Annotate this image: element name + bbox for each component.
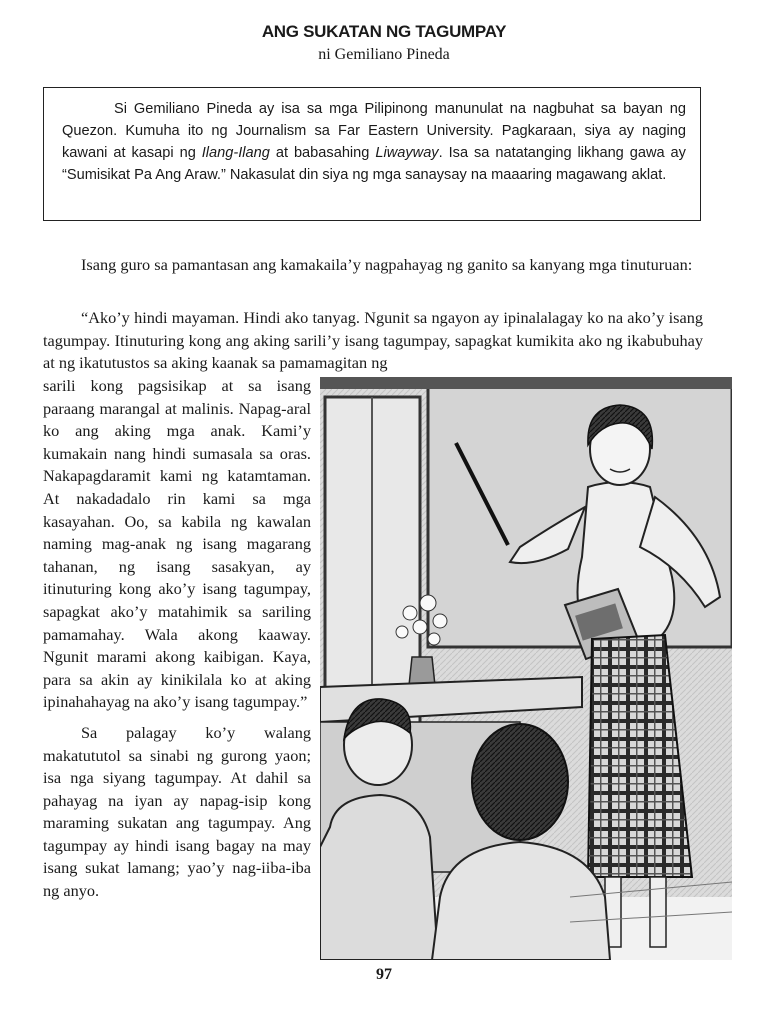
bio-text-3: . Isa sa natatanging likhang gawa ay “Sumisikat Pa Ang Araw.” Nakasulat din siya ng mga sanaysay na maaaring magawang aklat.	[62, 145, 686, 183]
quote-continuation: sarili kong pagsisikap at sa isang paraang marangal at malinis. Napag-aral ko ang aking mga anak. Kami’y kumakain nang hindi sumasala sa oras. Nakapagdaramit kami ng katamtaman. At nakadadalo rin kami sa mga kasayahan. Oo, sa kabila ng kawalan naming mag-anak ng isang magarang tahanan, ng isang sasakyan, ay itinuturing kong ako’y isang tagumpay, sapagkat ako’y matahimik sa sariling pamamahay. Wala akong kaaway. Ngunit marami akong kaibigan. Kaya, para sa akin ay kinikilala ko at aking ipinahahayag na ako’y isang tagumpay.”	[43, 376, 311, 712]
bio-italic-1: Ilang-Ilang	[201, 145, 270, 161]
second-paragraph-text: Sa palagay ko’y walang makatututol sa sinabi ng gurong yaon; isa nga siyang tagumpay. At dahil sa pahayag na iyan ay napag-isip kong maraming sukatan ang tagumpay. Ang tagumpay ay hindi isang bagay na may isang sukat lamang; yao’y nag-iiba-iba ng anyo.	[43, 722, 311, 901]
bio-italic-2: Liwayway	[375, 145, 439, 161]
quote-text-start: “Ako’y hindi mayaman. Hindi ako tanyag. Ngunit sa ngayon ay ipinalalagay ko na ako’y isang tagumpay. Itinuturing kong ang aking sarili’y isang tagumpay, sapagkat kumikita ako ng ikabubuhay at ng ikatutustos sa aking kaanak sa pamamagitan ng	[43, 308, 703, 372]
intro-text: Isang guro sa pamantasan ang kamakaila’y nagpahayag ng ganito sa kanyang mga tinuturuan:	[81, 255, 693, 274]
bio-text-2: at babasahing	[269, 145, 376, 161]
intro-paragraph	[43, 254, 703, 277]
essay-title: ANG SUKATAN NG TAGUMPAY	[261, 22, 507, 41]
author-bio-box	[43, 87, 701, 221]
quote-paragraph-start	[43, 307, 703, 375]
text-column	[43, 375, 311, 903]
bio-text-1: Si Gemiliano Pineda ay isa sa mga Pilipinong manunulat na nagbuhat sa bayan ng Quezon. Kumuha ito ng Journalism sa Far Eastern University. Pagkaraan, siya ay naging kawani at kasapi ng	[62, 101, 686, 161]
classroom-illustration-icon	[320, 377, 732, 960]
second-paragraph	[43, 722, 311, 903]
essay-author: ni Gemiliano Pineda	[318, 46, 450, 63]
page-number: 97	[376, 966, 392, 983]
